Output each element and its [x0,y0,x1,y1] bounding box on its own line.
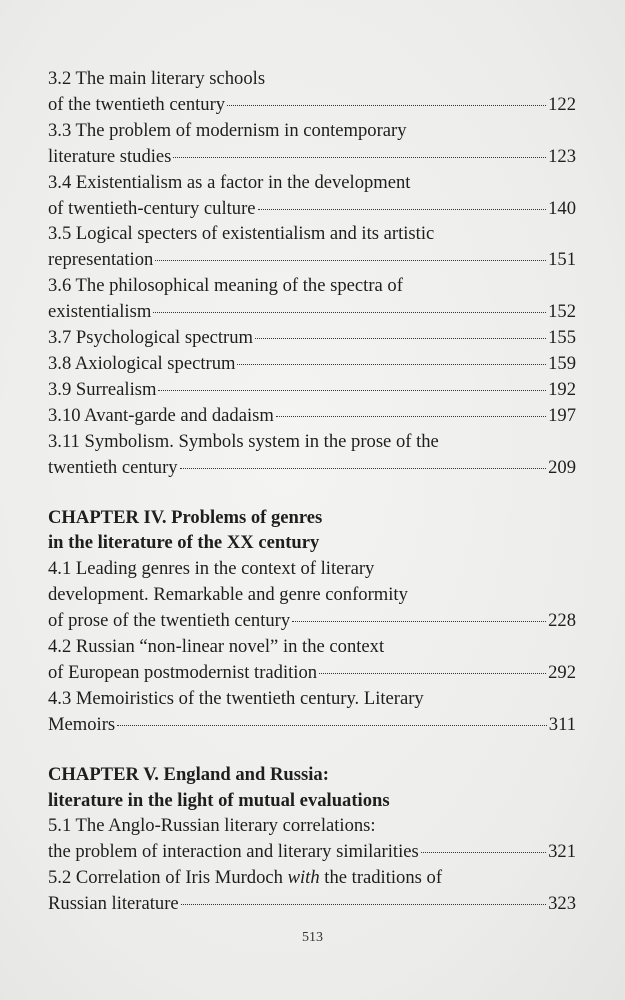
toc-entry [48,865,576,917]
toc-page-number: 197 [548,404,576,426]
toc-entry-line: 3.11 Symbolism. Symbols system in the prose of the [48,430,439,452]
chapter-title-line: literature in the light of mutual evaluations [48,789,390,811]
toc-entry-title: of twentieth-century culture [48,197,256,219]
toc-section-chapter-5 [48,813,576,917]
toc-page-number: 140 [548,197,576,219]
toc-entry-title: Memoirs [48,713,116,735]
toc-entry-final-line [48,403,576,429]
toc-entry-title: 3.7 Psychological spectrum [48,327,254,349]
dot-leader [237,364,546,365]
toc-entry [48,273,576,325]
toc-entry-text: 5.2 Correlation of Iris Murdoch [48,867,288,889]
toc-entry-line: 4.1 Leading genres in the context of literary [48,558,375,580]
toc-entry-title: of European postmodernist tradition [48,661,318,683]
toc-entry-final-line [48,891,576,917]
toc-entry-title: Russian literature [48,893,179,915]
dot-leader [158,390,546,391]
toc-entry [48,403,576,429]
toc-entry [48,351,576,377]
toc-entry-final-line [48,839,576,865]
toc-entry-title: twentieth century [48,456,178,478]
toc-page-number: 151 [548,249,576,271]
toc-entry [48,66,576,118]
toc-entry-line: 3.2 The main literary schools [48,68,266,89]
dot-leader [258,209,547,210]
toc-entry-line: 4.2 Russian “non-linear novel” in the context [48,636,385,658]
toc-page-number: 292 [548,661,576,683]
toc-entry-title: literature studies [48,145,172,167]
chapter-title-line: in the literature of the XX century [48,532,320,554]
toc-entry-title: 3.8 Axiological spectrum [48,352,236,374]
toc-page-number: 323 [548,893,576,915]
toc-entry [48,170,576,222]
italic-text: with [287,867,320,889]
dot-leader [153,312,546,313]
toc-entry-title: the problem of interaction and literary similarities [48,841,419,863]
toc-entry-title: existentialism [48,301,152,323]
toc-entry-final-line [48,92,576,118]
page-number: 513 [302,930,323,945]
dot-leader [319,673,546,674]
toc-entry-final-line [48,196,576,222]
dot-leader [181,904,546,905]
dot-leader [292,621,546,622]
chapter-4-heading [48,505,576,557]
toc-entry-final-line [48,351,576,377]
table-of-contents [48,66,576,917]
dot-leader [180,468,547,469]
toc-page-number: 152 [548,301,576,323]
dot-leader [173,157,546,158]
toc-entry-final-line [48,455,576,481]
toc-page-number: 209 [548,456,576,478]
toc-entry-final-line [48,325,576,351]
toc-page-number: 192 [548,378,576,400]
dot-leader [117,725,547,726]
dot-leader [255,338,546,339]
toc-page-number: 321 [548,841,576,863]
toc-entry-line: development. Remarkable and genre conformity [48,584,408,606]
toc-entry [48,118,576,170]
toc-page-number: 159 [548,352,576,374]
toc-page-number: 155 [548,327,576,349]
toc-entry [48,813,576,865]
toc-entry-final-line [48,247,576,273]
dot-leader [227,105,546,106]
toc-section-chapter-4 [48,556,576,737]
toc-entry [48,221,576,273]
toc-entry-final-line [48,660,576,686]
toc-entry-final-line [48,144,576,170]
toc-entry-line [48,865,576,891]
toc-entry-line: 3.4 Existentialism as a factor in the development [48,171,411,193]
chapter-5-heading [48,762,576,814]
toc-entry-title: representation [48,249,154,271]
toc-entry-title: 3.9 Surrealism [48,378,157,400]
toc-page-number: 228 [548,610,576,632]
chapter-title-line: CHAPTER IV. Problems of genres [48,506,323,528]
toc-entry [48,556,576,634]
toc-entry [48,634,576,686]
toc-entry [48,377,576,403]
toc-entry-title: of the twentieth century [48,93,226,115]
toc-page-number: 311 [548,713,576,735]
toc-entry-title: of prose of the twentieth century [48,610,291,632]
toc-entry-final-line [48,608,576,634]
toc-entry-line: 3.3 The problem of modernism in contemporary [48,119,407,141]
dot-leader [155,260,546,261]
toc-entry-final-line [48,377,576,403]
toc-entry-line: 4.3 Memoiristics of the twentieth century. Literary [48,687,424,709]
toc-entry-line: 5.1 The Anglo-Russian literary correlations: [48,815,376,837]
toc-entry [48,686,576,738]
dot-leader [276,416,546,417]
toc-page-number: 123 [548,145,576,167]
toc-entry-title: 3.10 Avant-garde and dadaism [48,404,274,426]
toc-section-chapter-3 [48,66,576,481]
toc-entry [48,325,576,351]
toc-entry-final-line [48,712,576,738]
toc-entry-line: 3.5 Logical specters of existentialism and its artistic [48,223,435,245]
toc-page-number: 122 [548,93,576,115]
chapter-title-line: CHAPTER V. England and Russia: [48,763,329,785]
toc-entry-final-line [48,299,576,325]
dot-leader [421,852,546,853]
toc-entry [48,429,576,481]
toc-entry-text: the traditions of [319,867,443,889]
toc-entry-line: 3.6 The philosophical meaning of the spectra of [48,275,403,297]
